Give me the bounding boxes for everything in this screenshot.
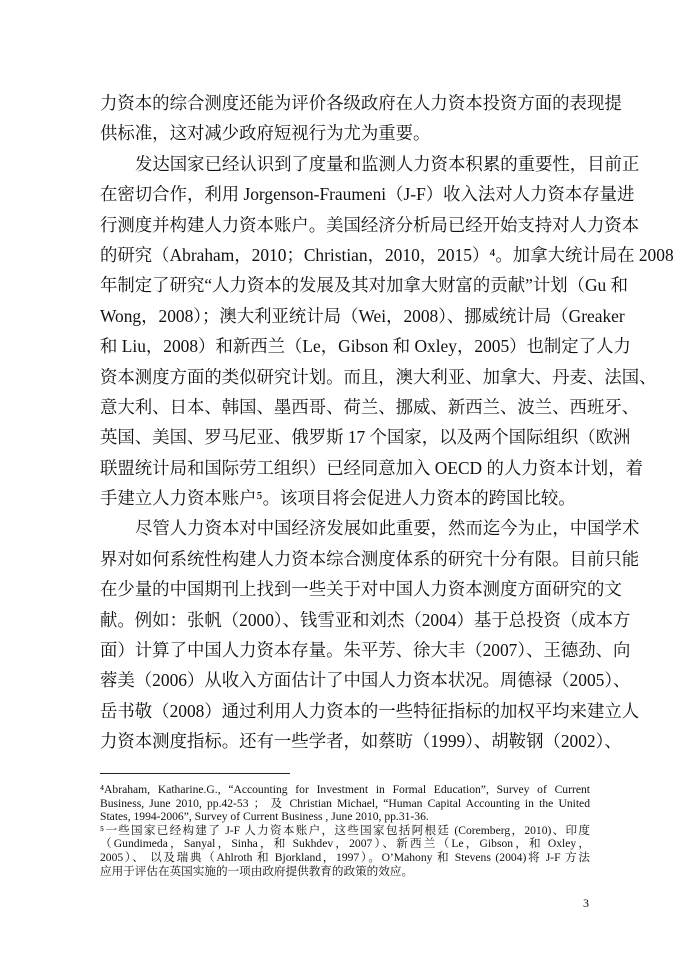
text-line: 供标准，这对减少政府短视行为尤为重要。 [100, 123, 431, 144]
page-number: 3 [583, 896, 589, 910]
text-line: 在少量的中国期刊上找到一些关于对中国人力资本测度方面研究的文 [100, 579, 622, 600]
text-line: 尽管人力资本对中国经济发展如此重要，然而迄今为止，中国学术 [135, 518, 640, 539]
footnote [100, 783, 590, 824]
text-line: 面）计算了中国人力资本存量。朱平芳、徐大丰（2007）、王德劲、向 [100, 640, 631, 661]
footnote [100, 824, 590, 878]
paragraph [100, 513, 640, 756]
footnote-line: 2005）、 以及瑞典（Ahlroth 和 Bjorkland，1997）。O’Mahony 和 Stevens (2004)将 J-F 方法 [100, 850, 590, 864]
footnotes [100, 783, 590, 878]
text-line: 手建立人力资本账户⁵。该项目将会促进人力资本的跨国比较。 [100, 488, 576, 509]
text-line: 力资本测度指标。还有一些学者，如蔡昉（1999）、胡鞍钢（2002）、 [100, 731, 622, 752]
footnote-line: States, 1994-2006”, Survey of Current Business , June 2010, pp.31-36. [100, 810, 429, 824]
text-line: 献。例如：张帆（2000）、钱雪亚和刘杰（2004）基于总投资（成本方 [100, 609, 631, 630]
text-line: 的研究（Abraham，2010；Christian，2010，2015）⁴。加拿大统计局在 2008 [100, 244, 674, 265]
text-line: 英国、美国、罗马尼亚、俄罗斯 17 个国家，以及两个国际组织（欧洲 [100, 427, 631, 448]
footnote-line: ⁴Abraham, Katharine.G., “Accounting for Investment in Formal Education”, Survey of Current [100, 783, 590, 796]
text-line: 蓉美（2006）从收入方面估计了中国人力资本状况。周德禄（2005）、 [100, 670, 631, 691]
text-line: 在密切合作，利用 Jorgenson-Fraumeni（J-F）收入法对人力资本存量进 [100, 184, 635, 205]
text-line: 联盟统计局和国际劳工组织）已经同意加入 OECD 的人力资本计划，着 [100, 457, 643, 478]
text-line: 意大利、日本、韩国、墨西哥、荷兰、挪威、新西兰、波兰、西班牙、 [100, 396, 640, 417]
text-line: 力资本的综合测度还能为评价各级政府在人力资本投资方面的表现提 [100, 93, 622, 113]
footnote-separator [100, 773, 290, 774]
text-line: 行测度并构建人力资本账户。美国经济分析局已经开始支持对人力资本 [100, 214, 640, 235]
footnote-line: （Gundimeda，Sanyal，Sinha，和 Sukhdev，2007）、新西兰（Le，Gibson，和 Oxley， [100, 837, 590, 851]
text-line: 和 Liu，2008）和新西兰（Le，Gibson 和 Oxley，2005）也制定了人力 [100, 336, 631, 357]
text-line: 界对如何系统性构建人力资本综合测度体系的研究十分有限。目前只能 [100, 548, 640, 569]
text-line: 发达国家已经认识到了度量和监测人力资本积累的重要性，目前正 [135, 153, 640, 174]
paragraph [100, 149, 674, 514]
text-line: 资本测度方面的类似研究计划。而且，澳大利亚、加拿大、丹麦、法国、 [100, 366, 657, 387]
footnote-line: Business, June 2010, pp.42-53 ； 及 Christian Michael, “Human Capital Accounting in the United [100, 796, 590, 810]
footnote-line: ⁵一些国家已经构建了 J-F 人力资本账户，这些国家包括阿根廷 (Coremberg，2010)、印度 [100, 823, 590, 837]
body-text [100, 88, 674, 757]
paragraph [100, 88, 622, 149]
footnote-line: 应用于评估在英国实施的一项由政府提供教育的政策的效应。 [100, 864, 414, 878]
text-line: 年制定了研究“人力资本的发展及其对加拿大财富的贡献”计划（Gu 和 [100, 275, 628, 296]
text-line: Wong，2008）；澳大利亚统计局（Wei，2008）、挪威统计局（Greaker [100, 305, 625, 326]
text-line: 岳书敬（2008）通过利用人力资本的一些特征指标的加权平均来建立人 [100, 700, 640, 721]
